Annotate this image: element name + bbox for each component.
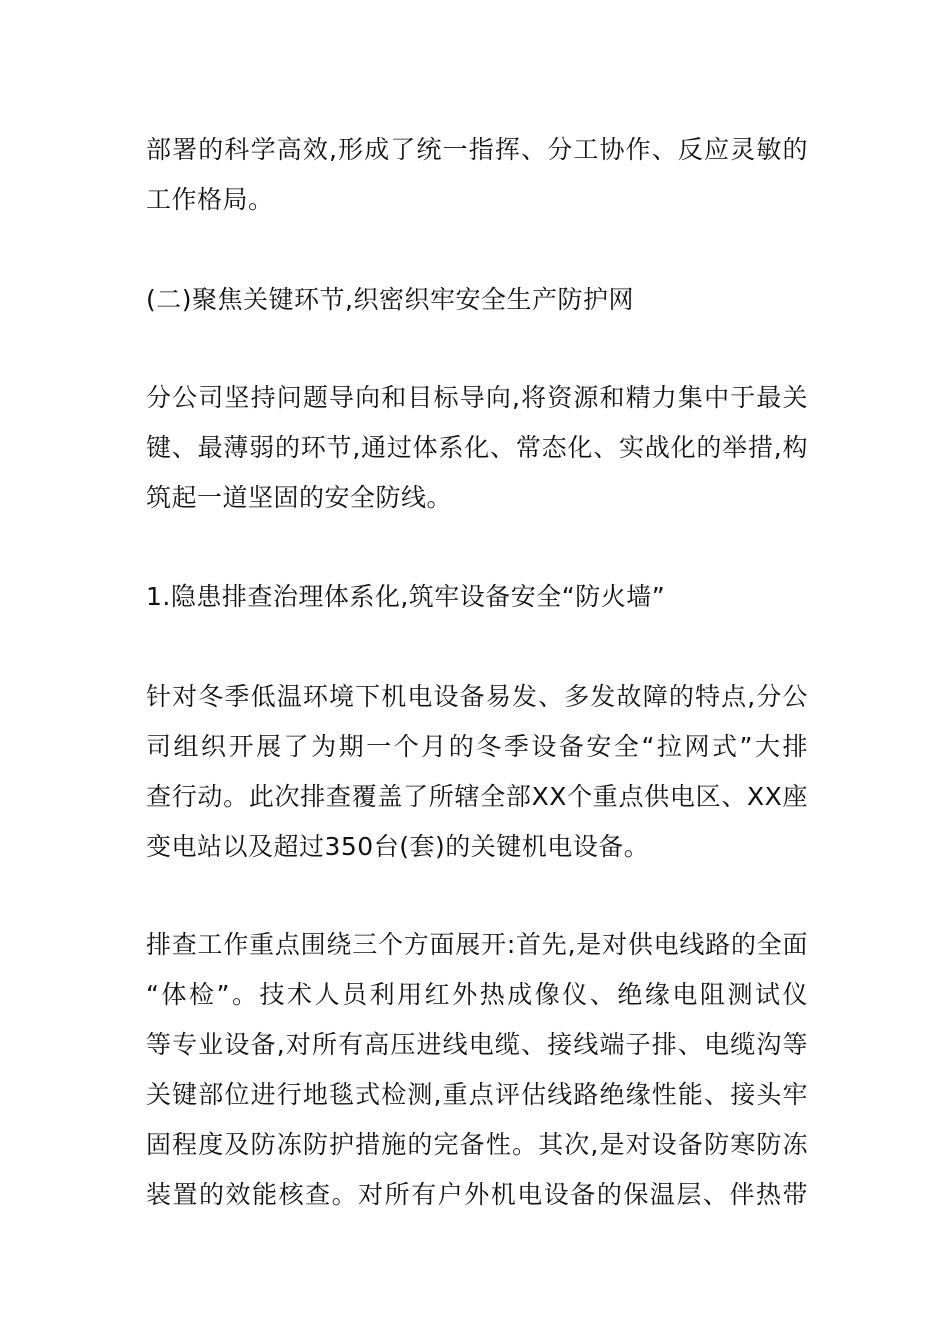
subsection-heading: 1.隐患排查治理体系化,筑牢设备安全“防火墙” xyxy=(146,582,666,611)
text-line: 筑起一道坚固的安全防线。 xyxy=(146,483,453,512)
text-line: 变电站以及超过350台(套)的关键机电设备。 xyxy=(146,832,650,861)
text-line: 针对冬季低温环境下机电设备易发、多发故障的特点,分公 xyxy=(146,682,808,711)
text-line: “体检”。技术人员利用红外热成像仪、绝缘电阻测试仪 xyxy=(146,980,808,1009)
section-heading: (二)聚焦关键环节,织密织牢安全生产防护网 xyxy=(146,285,634,314)
text-line: 分公司坚持问题导向和目标导向,将资源和精力集中于最关 xyxy=(146,383,808,412)
text-line: 工作格局。 xyxy=(146,185,274,214)
text-line: 关键部位进行地毯式检测,重点评估线路绝缘性能、接头牢 xyxy=(146,1080,808,1109)
text-line: 司组织开展了为期一个月的冬季设备安全“拉网式”大排 xyxy=(146,732,808,761)
text-line: 查行动。此次排查覆盖了所辖全部XX个重点供电区、XX座 xyxy=(146,782,808,811)
text-line: 装置的效能核查。对所有户外机电设备的保温层、伴热带 xyxy=(146,1180,808,1209)
text-line: 部署的科学高效,形成了统一指挥、分工协作、反应灵敏的 xyxy=(146,135,808,164)
text-line: 固程度及防冻防护措施的完备性。其次,是对设备防寒防冻 xyxy=(146,1130,808,1159)
text-line: 排查工作重点围绕三个方面展开:首先,是对供电线路的全面 xyxy=(146,930,808,959)
text-line: 键、最薄弱的环节,通过体系化、常态化、实战化的举措,构 xyxy=(146,433,808,462)
text-line: 等专业设备,对所有高压进线电缆、接线端子排、电缆沟等 xyxy=(146,1030,808,1059)
